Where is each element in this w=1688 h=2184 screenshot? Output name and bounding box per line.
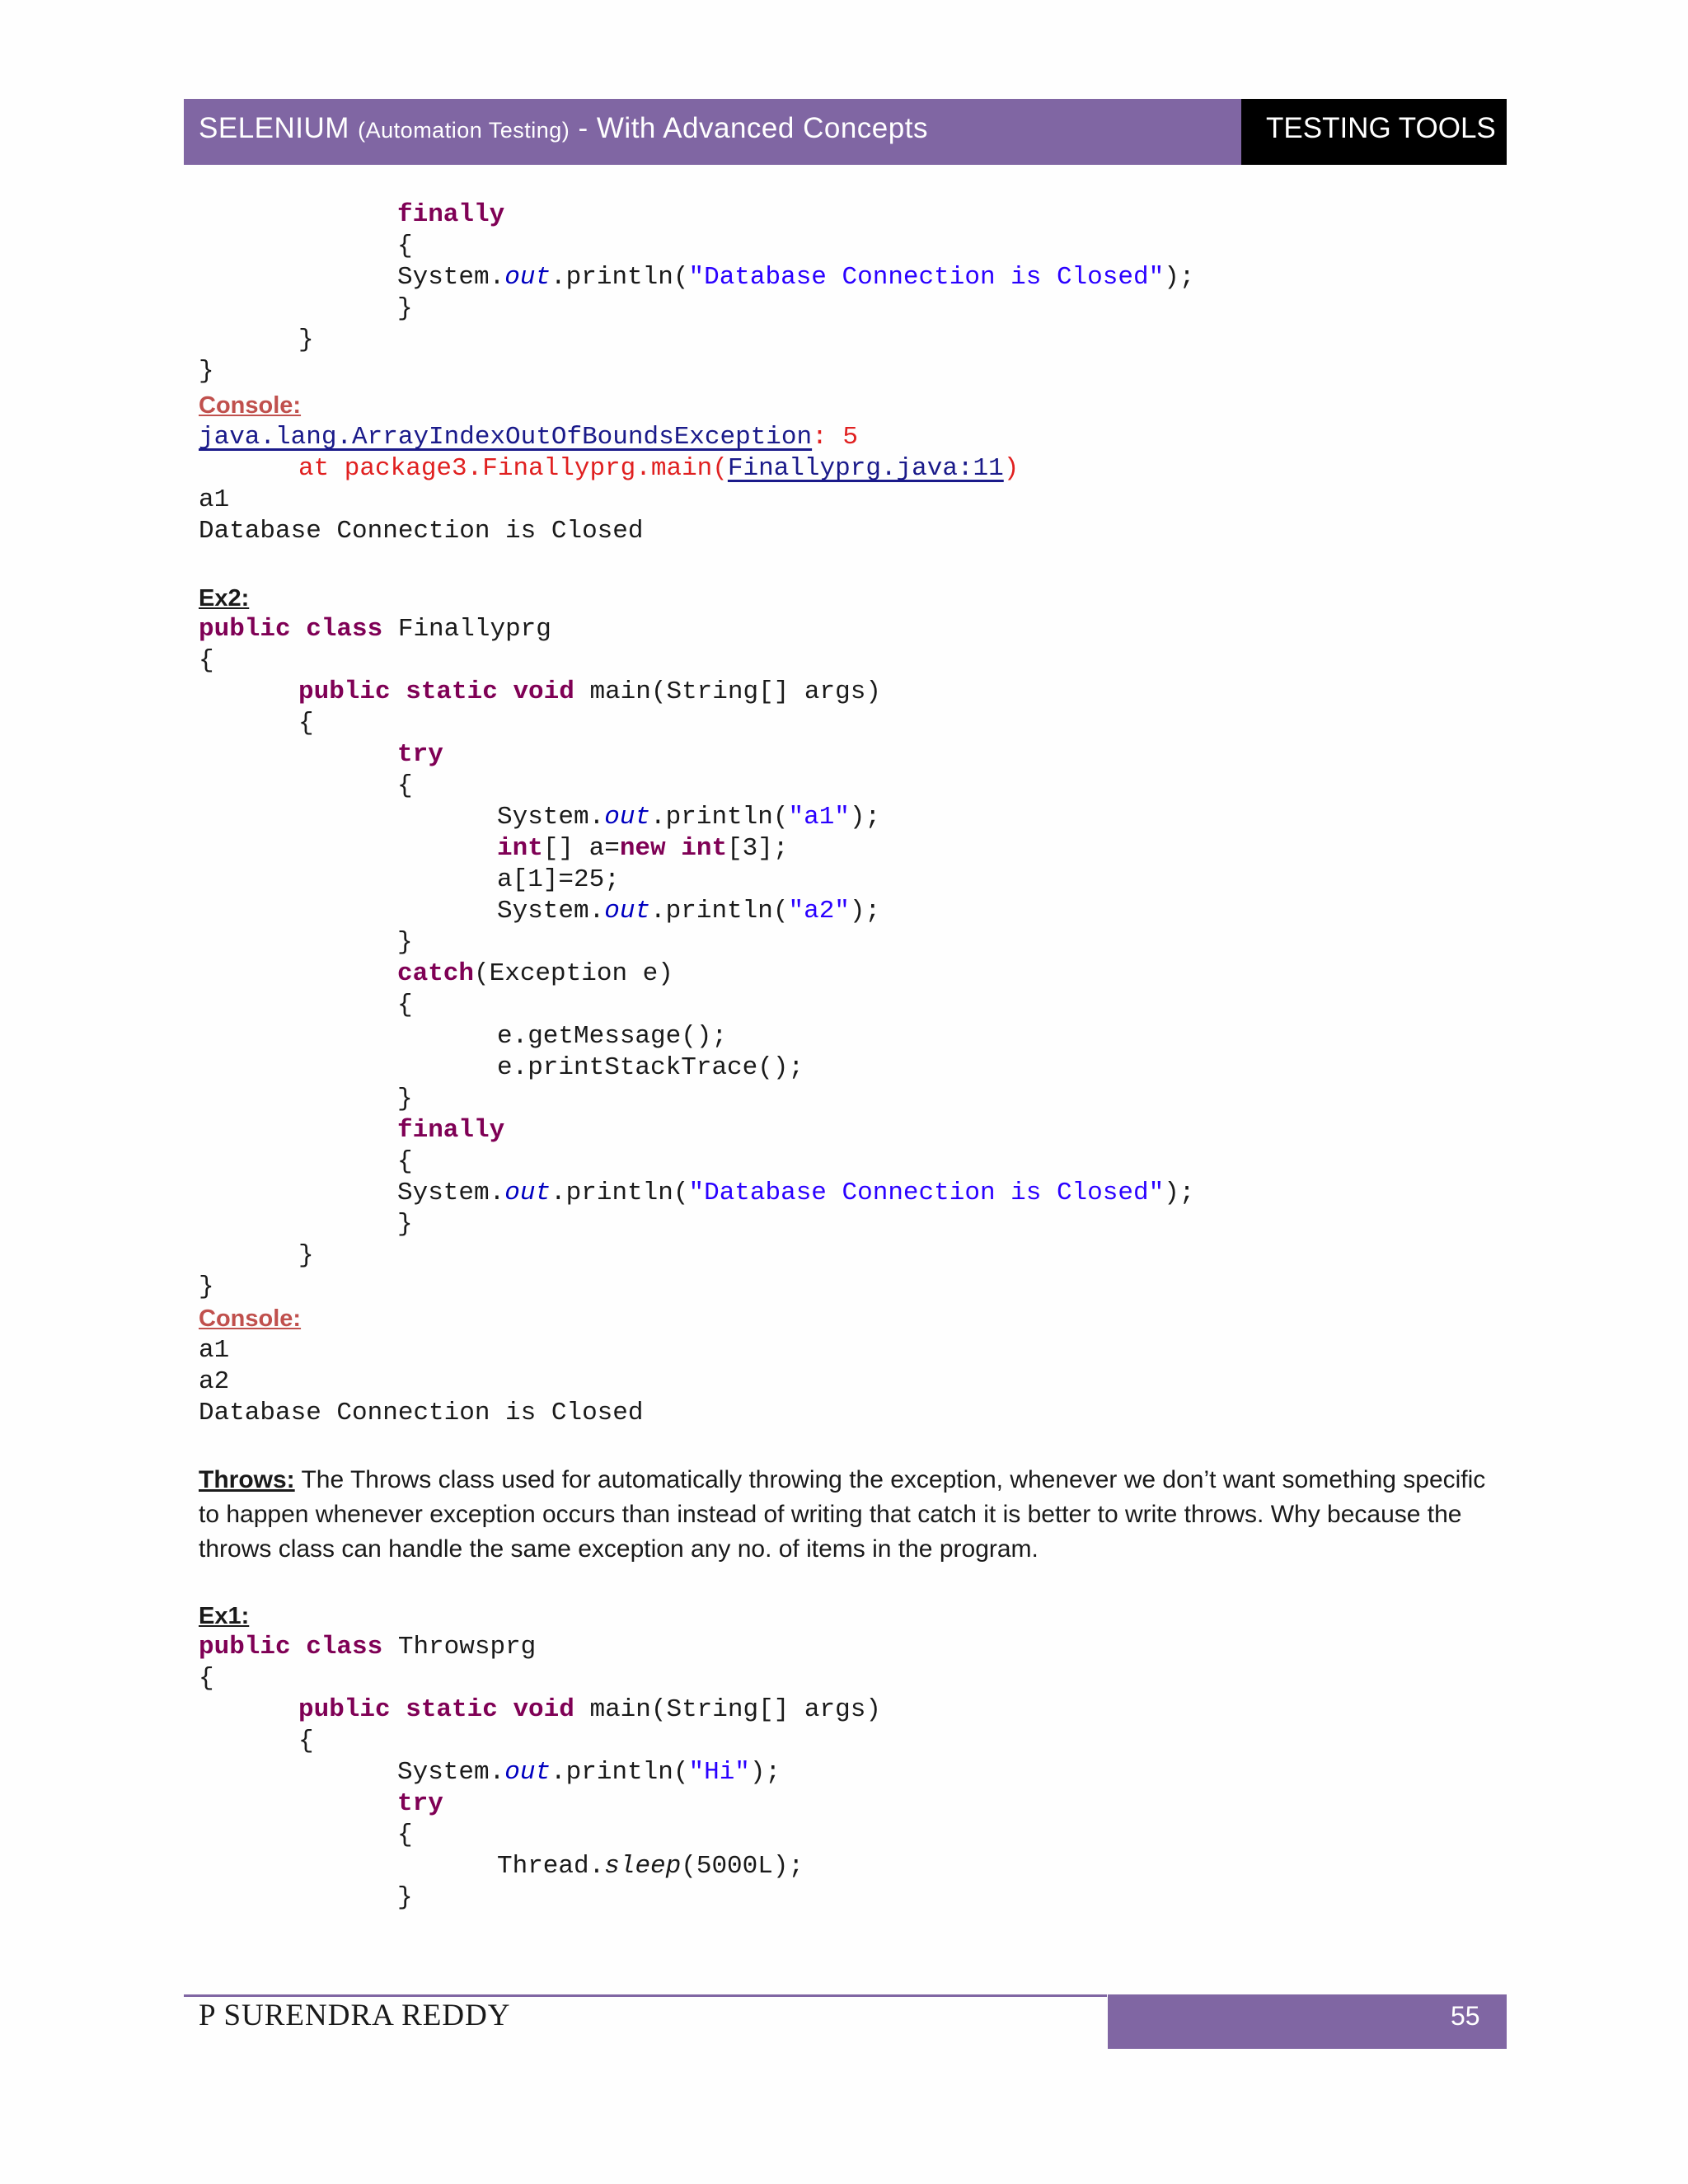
code-line: }: [199, 357, 214, 386]
example-label: Ex1:: [199, 1603, 250, 1629]
footer-page-box: [1108, 1994, 1507, 2049]
console-line: a1: [199, 485, 230, 514]
keyword: try: [397, 740, 443, 769]
keyword: catch: [397, 959, 475, 988]
code-line: }: [199, 1272, 214, 1301]
code-token: main(String[] args): [574, 677, 881, 706]
console-line: [199, 422, 858, 453]
code-line: [497, 802, 880, 833]
code-token: );: [849, 803, 881, 832]
code-line: [397, 739, 443, 771]
code-token: (Exception e): [474, 959, 673, 988]
code-line: [298, 677, 881, 708]
page-number: 55: [1451, 2001, 1480, 2031]
code-token: Throwsprg: [382, 1633, 537, 1661]
code-token: .println(: [650, 803, 789, 832]
throws-text: The Throws class used for automatically throwing the exception, whenever we don’t want something specific to happen whenever exception occurs than instead of writing that catch it is better to write throws. Why because the throws class can handle the same exception any no. of items in the program.: [199, 1466, 1486, 1563]
code-line: }: [298, 326, 314, 354]
code-line: a[1]=25;: [497, 865, 620, 894]
code-token: .println(: [650, 897, 789, 926]
header-tag: TESTING TOOLS: [1266, 112, 1496, 144]
code-line: [397, 958, 673, 990]
header-title: [199, 112, 928, 145]
code-token: [666, 834, 682, 863]
footer-rule: [184, 1994, 1107, 1997]
code-line: }: [397, 1210, 413, 1239]
code-token: "Database Connection is Closed": [688, 263, 1165, 292]
code-line: [298, 1694, 881, 1726]
code-line: [397, 1757, 781, 1788]
code-token: [3];: [727, 834, 789, 863]
code-token: .println(: [551, 1179, 689, 1207]
code-line: [199, 614, 551, 645]
keyword: public static void: [298, 1695, 574, 1724]
code-token: "Database Connection is Closed": [688, 1179, 1165, 1207]
keyword: int: [497, 834, 543, 863]
code-line: {: [298, 1727, 314, 1755]
code-token: "a1": [788, 803, 850, 832]
code-token: at package3.Finallyprg.main(: [298, 454, 728, 483]
code-line: [397, 199, 504, 231]
keyword: try: [397, 1789, 443, 1818]
code-token: out: [504, 1758, 551, 1787]
code-line: }: [397, 928, 413, 957]
code-token: : 5: [812, 423, 858, 452]
keyword: public static void: [298, 677, 574, 706]
code-line: [497, 1851, 804, 1882]
code-line: {: [298, 709, 314, 738]
code-token: ): [1003, 454, 1020, 483]
code-token: .println(: [551, 263, 689, 292]
header-title-part: - With Advanced Concepts: [570, 112, 928, 144]
code-token: out: [604, 803, 651, 832]
console-line: Database Connection is Closed: [199, 517, 644, 546]
throws-paragraph: [199, 1463, 1501, 1567]
code-line: }: [298, 1241, 314, 1270]
code-token: );: [749, 1758, 781, 1787]
footer-author: P SURENDRA REDDY: [199, 1999, 511, 2032]
code-line: {: [397, 991, 413, 1019]
console-line: a2: [199, 1367, 230, 1396]
code-token: sleep: [604, 1852, 682, 1881]
code-line: }: [397, 1085, 413, 1113]
code-line: }: [397, 294, 413, 323]
code-token: out: [604, 897, 651, 926]
code-line: [397, 1788, 443, 1820]
code-line: {: [397, 232, 413, 260]
code-line: [497, 833, 788, 865]
code-line: {: [199, 1664, 214, 1693]
code-token: System.: [497, 897, 605, 926]
keyword: finally: [397, 1116, 505, 1145]
code-token: );: [1164, 263, 1195, 292]
code-line: [397, 1115, 504, 1146]
code-token: );: [849, 897, 881, 926]
throws-heading: Throws:: [199, 1466, 295, 1493]
code-line: {: [397, 1147, 413, 1176]
code-token: System.: [397, 1758, 505, 1787]
console-line: [298, 453, 1019, 485]
keyword: new: [619, 834, 666, 863]
code-token: System.: [497, 803, 605, 832]
exception-link[interactable]: java.lang.ArrayIndexOutOfBoundsException: [199, 423, 813, 452]
example-label: Ex2:: [199, 585, 250, 612]
console-line: Database Connection is Closed: [199, 1399, 644, 1427]
code-line: [199, 1632, 536, 1663]
code-token: [] a=: [542, 834, 620, 863]
code-token: );: [1164, 1179, 1195, 1207]
code-token: "Hi": [688, 1758, 750, 1787]
code-line: {: [199, 646, 214, 675]
code-line: }: [397, 1883, 413, 1912]
console-line: a1: [199, 1336, 230, 1365]
stacktrace-link[interactable]: Finallyprg.java:11: [727, 454, 1004, 483]
code-line: {: [397, 1821, 413, 1849]
console-label: Console:: [199, 1305, 302, 1332]
code-line: e.printStackTrace();: [497, 1053, 804, 1082]
code-line: [397, 262, 1194, 293]
code-line: {: [397, 771, 413, 800]
code-line: [497, 896, 880, 927]
code-line: [397, 1178, 1194, 1209]
keyword: public class: [199, 1633, 383, 1661]
code-token: System.: [397, 1179, 505, 1207]
code-token: Finallyprg: [382, 615, 551, 644]
code-line: e.getMessage();: [497, 1022, 728, 1051]
keyword: finally: [397, 200, 505, 229]
header-title-part: (Automation Testing): [358, 118, 570, 143]
code-token: out: [504, 263, 551, 292]
code-token: Thread.: [497, 1852, 605, 1881]
console-label: Console:: [199, 392, 302, 419]
keyword: int: [681, 834, 728, 863]
code-token: out: [504, 1179, 551, 1207]
keyword: public class: [199, 615, 383, 644]
code-token: "a2": [788, 897, 850, 926]
code-token: .println(: [551, 1758, 689, 1787]
code-token: System.: [397, 263, 505, 292]
code-token: main(String[] args): [574, 1695, 881, 1724]
code-token: (5000L);: [681, 1852, 804, 1881]
header-title-part: SELENIUM: [199, 112, 359, 144]
